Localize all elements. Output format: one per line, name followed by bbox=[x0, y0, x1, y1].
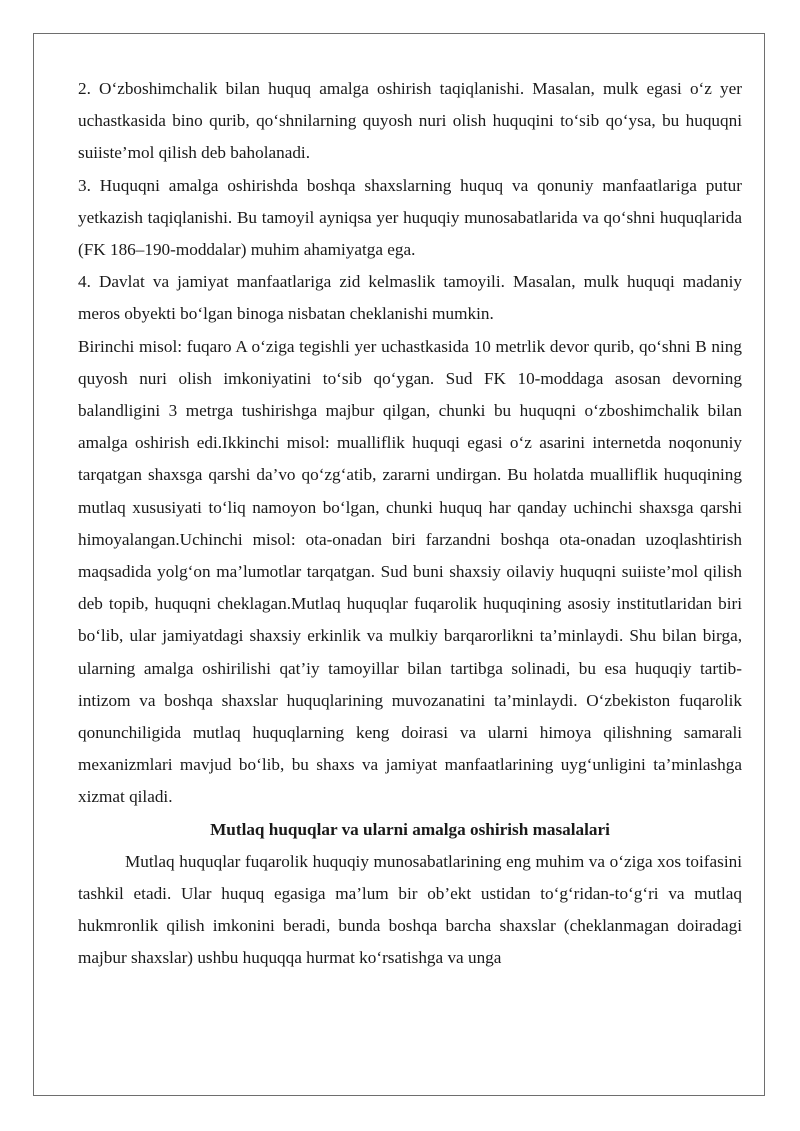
document-body bbox=[78, 73, 742, 975]
paragraph-principle-4: 4. Davlat va jamiyat manfaatlariga zid kelmaslik tamoyili. Masalan, mulk huquqi madaniy meros obyekti bo‘lgan binoga nisbatan cheklanishi mumkin. bbox=[78, 272, 742, 324]
section-heading: Mutlaq huquqlar va ularni amalga oshirish masalalari bbox=[210, 819, 610, 839]
paragraph-intro: Mutlaq huquqlar fuqarolik huquqiy munosabatlarining eng muhim va o‘ziga xos toifasini tashkil etadi. Ular huquq egasiga ma’lum bir ob’ekt ustidan to‘g‘ridan-to‘g‘ri va mutlaq hukmronlik qilish imkonini beradi, bunda boshqa barcha shaxslar (cheklanmagan doiradagi majbur shaxslar) ushbu huquqqa hurmat ko‘rsatishga va unga bbox=[78, 851, 742, 968]
paragraph-principle-3: 3. Huquqni amalga oshirishda boshqa shaxslarning huquq va qonuniy manfaatlariga putur yetkazish taqiqlanishi. Bu tamoyil ayniqsa yer huquqiy munosabatlarida va qo‘shni huquqlarida (FK 186–190-moddalar) muhim ahamiyatga ega. bbox=[78, 175, 742, 260]
paragraph-examples: Birinchi misol: fuqaro A o‘ziga tegishli yer uchastkasida 10 metrlik devor qurib, qo‘shni B ning quyosh nuri olish imkoniyatini to‘sib qo‘ygan. Sud FK 10-moddaga asosan devorning balandligini 3 metrga tushirishga majbur qilgan, chunki bu huquqni o‘zboshimchalik bilan amalga oshirish edi.Ikkinchi misol: mualliflik huquqi egasi o‘z asarini internetda noqonuniy tarqatgan shaxsga qarshi da’vo qo‘zg‘atib, zararni undirgan. Bu holatda mualliflik huquqining mutlaq xususiyati to‘liq namoyon bo‘lgan, chunki huquq har qanday uchinchi shaxsga qarshi himoyalangan.Uchinchi misol: ota-onadan biri farzandni boshqa ota-onadan uzoqlashtirish maqsadida yolg‘on ma’lumotlar tarqatgan. Sud buni shaxsiy oilaviy huquqni suiiste’mol qilish deb topib, huquqni cheklagan.Mutlaq huquqlar fuqarolik huquqining asosiy institutlaridan biri bo‘lib, ular jamiyatdagi shaxsiy erkinlik va mulkiy barqarorlikni ta’minlaydi. Shu bilan birga, ularning amalga oshirilishi qat’iy tamoyillar bilan tartibga solinadi, bu esa huquqiy tartib-intizom va boshqa shaxslar huquqlarining muvozanatini ta’minlaydi. O‘zbekiston fuqarolik qonunchiligida mutlaq huquqlarning keng doirasi va ularni himoya qilishning samarali mexanizmlari mavjud bo‘lib, bu shaxs va jamiyat manfaatlarining uyg‘unligini ta’minlashga xizmat qiladi. bbox=[78, 336, 742, 807]
paragraph-principle-2: 2. O‘zboshimchalik bilan huquq amalga oshirish taqiqlanishi. Masalan, mulk egasi o‘z yer uchastkasida bino qurib, qo‘shnilarning quyosh nuri olish huquqini to‘sib qo‘ysa, bu huquqni suiiste’mol qilish deb baholanadi. bbox=[78, 79, 742, 163]
